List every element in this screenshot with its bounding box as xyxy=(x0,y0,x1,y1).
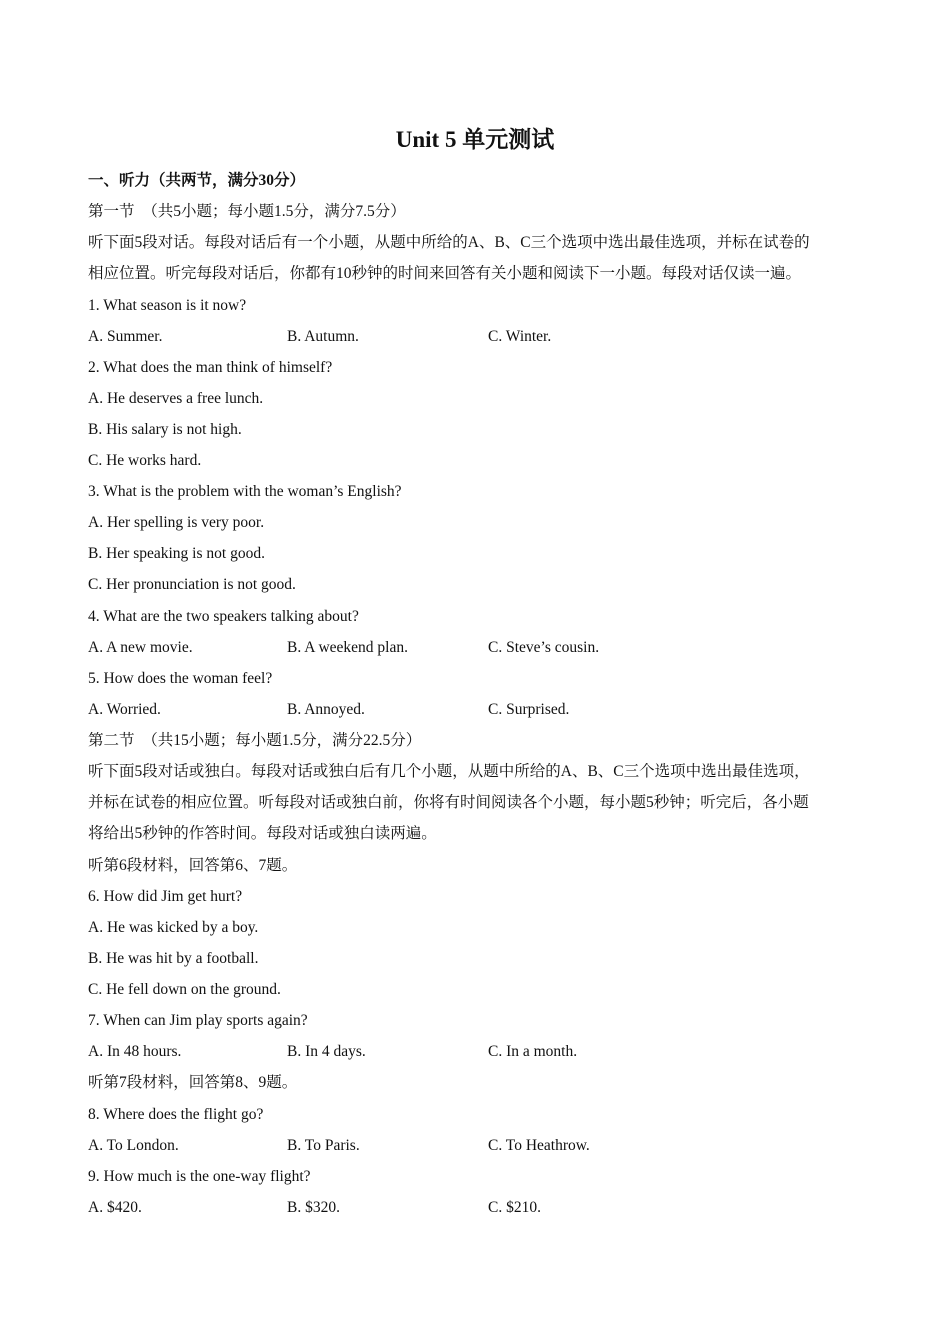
question-4: 4. What are the two speakers talking about? xyxy=(88,608,359,625)
section1-heading: 第一节 （共5小题；每小题1.5分，满分7.5分） xyxy=(88,203,406,220)
question-3: 3. What is the problem with the woman’s English? xyxy=(88,483,402,500)
option-c: C. $210. xyxy=(488,1199,541,1216)
question-6-option-b: B. He was hit by a football. xyxy=(88,950,259,967)
material-6-note: 听第6段材料，回答第6、7题。 xyxy=(88,857,298,874)
section2-instructions-line-2: 并标在试卷的相应位置。听每段对话或独白前，你将有时间阅读各个小题，每小题5秒钟；听完后，各小题 xyxy=(88,794,809,811)
option-b: B. In 4 days. xyxy=(287,1043,366,1060)
page-title: Unit 5 单元测试 xyxy=(395,127,555,152)
question-5-options xyxy=(88,700,878,720)
question-8-options xyxy=(88,1136,878,1156)
option-a: A. Summer. xyxy=(88,328,163,345)
section1-instructions-line-2: 相应位置。听完每段对话后，你都有10秒钟的时间来回答有关小题和阅读下一小题。每段对话仅读一遍。 xyxy=(88,265,802,282)
option-a: A. A new movie. xyxy=(88,639,193,656)
question-2-option-b: B. His salary is not high. xyxy=(88,421,242,438)
question-4-options xyxy=(88,638,878,658)
question-1-options xyxy=(88,327,878,347)
option-b: B. $320. xyxy=(287,1199,340,1216)
section1-instructions-line-1: 听下面5段对话。每段对话后有一个小题，从题中所给的A、B、C三个选项中选出最佳选项，并标在试卷的 xyxy=(88,234,810,251)
option-b: B. Annoyed. xyxy=(287,701,365,718)
question-9-options xyxy=(88,1198,878,1218)
question-2-option-a: A. He deserves a free lunch. xyxy=(88,390,264,407)
option-b: B. A weekend plan. xyxy=(287,639,408,656)
section2-heading: 第二节 （共15小题；每小题1.5分，满分22.5分） xyxy=(88,732,422,749)
question-3-option-c: C. Her pronunciation is not good. xyxy=(88,576,296,593)
section2-instructions-line-3: 将给出5秒钟的作答时间。每段对话或独白读两遍。 xyxy=(88,825,437,842)
option-b: B. To Paris. xyxy=(287,1137,360,1154)
question-2-option-c: C. He works hard. xyxy=(88,452,202,469)
option-b: B. Autumn. xyxy=(287,328,359,345)
option-c: C. Winter. xyxy=(488,328,552,345)
material-7-note: 听第7段材料，回答第8、9题。 xyxy=(88,1074,298,1091)
question-3-option-b: B. Her speaking is not good. xyxy=(88,545,265,562)
question-6-option-c: C. He fell down on the ground. xyxy=(88,981,281,998)
option-c: C. In a month. xyxy=(488,1043,578,1060)
option-c: C. Surprised. xyxy=(488,701,570,718)
question-1: 1. What season is it now? xyxy=(88,297,247,314)
option-c: C. To Heathrow. xyxy=(488,1137,590,1154)
question-7-options xyxy=(88,1042,878,1062)
question-2: 2. What does the man think of himself? xyxy=(88,359,333,376)
option-a: A. Worried. xyxy=(88,701,161,718)
option-a: A. $420. xyxy=(88,1199,142,1216)
question-8: 8. Where does the flight go? xyxy=(88,1106,264,1123)
part-heading: 一、听力（共两节，满分30分） xyxy=(88,172,306,189)
question-5: 5. How does the woman feel? xyxy=(88,670,273,687)
question-3-option-a: A. Her spelling is very poor. xyxy=(88,514,265,531)
option-a: A. In 48 hours. xyxy=(88,1043,182,1060)
question-6-option-a: A. He was kicked by a boy. xyxy=(88,919,259,936)
option-c: C. Steve’s cousin. xyxy=(488,639,600,656)
question-9: 9. How much is the one-way flight? xyxy=(88,1168,311,1185)
question-6: 6. How did Jim get hurt? xyxy=(88,888,243,905)
section2-instructions-line-1: 听下面5段对话或独白。每段对话或独白后有几个小题，从题中所给的A、B、C三个选项中选出最佳选项， xyxy=(88,763,810,780)
option-a: A. To London. xyxy=(88,1137,179,1154)
question-7: 7. When can Jim play sports again? xyxy=(88,1012,308,1029)
